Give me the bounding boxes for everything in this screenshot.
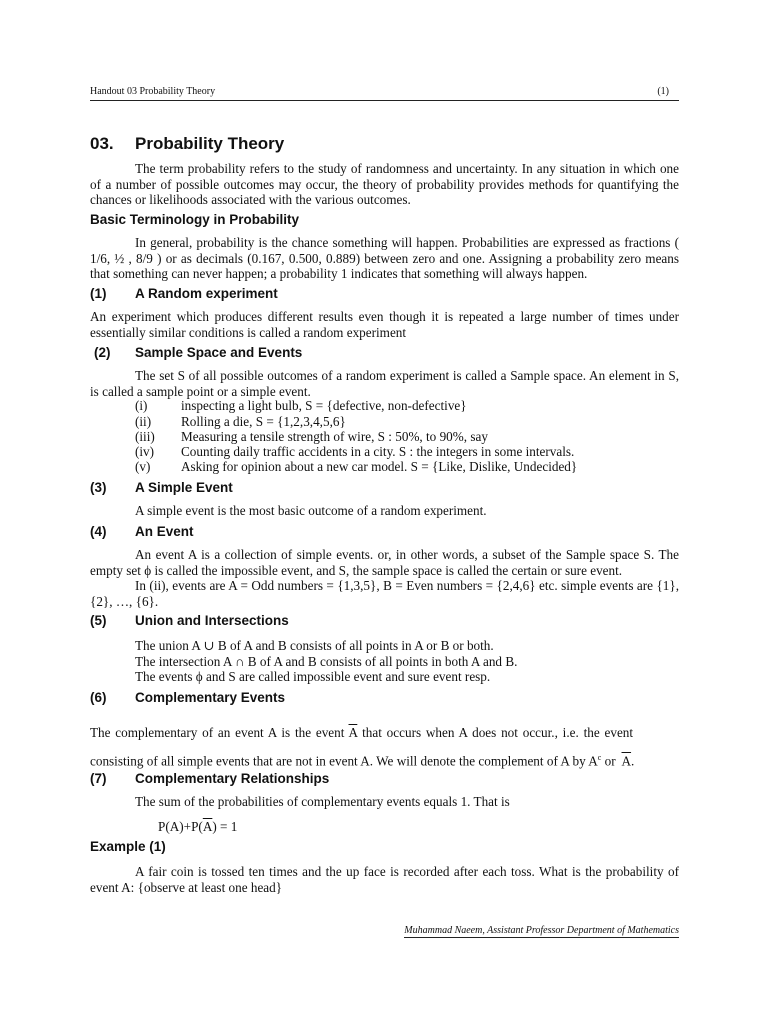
a-complement-symbol: $\overline{A}$ [621,753,632,769]
list-item-number: (ii) [135,414,152,429]
section-number: (1) [90,286,107,301]
section-title: Sample Space and Events [135,345,303,360]
list-item-text: inspecting a light bulb, S = {defective, non-defective} [181,398,467,413]
example-heading: Example (1) [90,839,166,854]
section-title: Complementary Relationships [135,771,330,786]
page-number: (1) [657,86,669,97]
list-item-text: Asking for opinion about a new car model. S = {Like, Dislike, Undecided} [181,459,578,474]
section-4-example-paragraph: In (ii), events are A = Odd numbers = {1,3,5}, B = Even numbers = {2,4,6} etc. simple events are {1}, {2}, …, {6}. [90,578,679,609]
author-footer: Muhammad Naeem, Assistant Professor Department of Mathematics [404,925,679,936]
section-2-paragraph: The set S of all possible outcomes of a random experiment is called a Sample space. An element in S, is called a sample point or a simple event. [90,368,679,399]
complement-formula: $P(A)+P(\overline{A}) = 1$ [158,819,238,834]
section-title: A Simple Event [135,480,233,495]
section-3-paragraph: A simple event is the most basic outcome of a random experiment. [135,503,487,518]
section-number: (2) [94,345,111,360]
section-number: (5) [90,613,107,628]
example-paragraph: A fair coin is tossed ten times and the up face is recorded after each toss. What is the probability of event A: {observe at least one head} [90,864,679,895]
list-item [90,444,679,460]
section-number: (3) [90,480,107,495]
title-text: Probability Theory [135,134,285,153]
list-item-text: Rolling a die, S = {1,2,3,4,5,6} [181,414,346,429]
list-item-number: (iii) [135,429,155,444]
complement-definition-line-1: The complementary of an event A is the event $\overline{A}$ that occurs when A does not occur., i.e. the event [90,725,634,740]
section-title: An Event [135,524,194,539]
list-item [90,429,679,445]
section-title: Union and Intersections [135,613,289,628]
section-title: A Random experiment [135,286,278,301]
section-1-paragraph: An experiment which produces different results even though it is repeated a large number of times under essentially similar conditions is called a random experiment [90,309,679,340]
section-title: Complementary Events [135,690,286,705]
intro-paragraph: The term probability refers to the study of randomness and uncertainty. In any situation in which one of a number of possible outcomes may occur, the theory of probability provides methods for quantifying the chances or likelihoods associated with the various outcomes. [90,161,679,207]
section-number: (4) [90,524,107,539]
section-number: (7) [90,771,107,786]
list-item-number: (v) [135,459,151,474]
page-header [90,86,679,101]
complement-definition-line-2: consisting of all simple events that are not in event A. We will denote the complement of A by $A^c$ or $\overline{A}$. [90,753,635,769]
basic-terminology-paragraph: In general, probability is the chance something will happen. Probabilities are expressed as fractions ( 1/6, ½ , 8/9 ) or as decimals (0.167, 0.500, 0.889) between zero and one. Assigning a probability zero means that something can never happen; a probability 1 indicates that something will always happen. [90,235,679,281]
list-item [90,459,679,475]
impossible-sure-events-note: The events ϕ and S are called impossible event and sure event resp. [135,669,491,684]
section-7-paragraph: The sum of the probabilities of complementary events equals 1. That is [135,794,510,809]
list-item [90,414,679,430]
list-item-text: Counting daily traffic accidents in a city. S : the integers in some intervals. [181,444,575,459]
a-complement-symbol: $\overline{A}$ [202,819,213,834]
title-number: 03. [90,134,114,153]
basic-terminology-heading: Basic Terminology in Probability [90,212,300,227]
section-number: (6) [90,690,107,705]
header-title: Handout 03 Probability Theory [90,86,216,97]
list-item-text: Measuring a tensile strength of wire, S : 50%, to 90%, say [181,429,488,444]
list-item [90,398,679,414]
union-definition: The union A ∪ B of A and B consists of all points in A or B or both. [135,638,494,653]
section-4-paragraph: An event A is a collection of simple events. or, in other words, a subset of the Sample space S. The empty set ϕ is called the impossible event, and S, the sample space is called the certain or sure event. [90,547,679,578]
list-item-number: (iv) [135,444,155,459]
intersection-definition: The intersection A ∩ B of A and B consists of all points in both A and B. [135,654,518,669]
a-complement-symbol: $\overline{A}$ [348,725,358,740]
list-item-number: (i) [135,398,148,413]
